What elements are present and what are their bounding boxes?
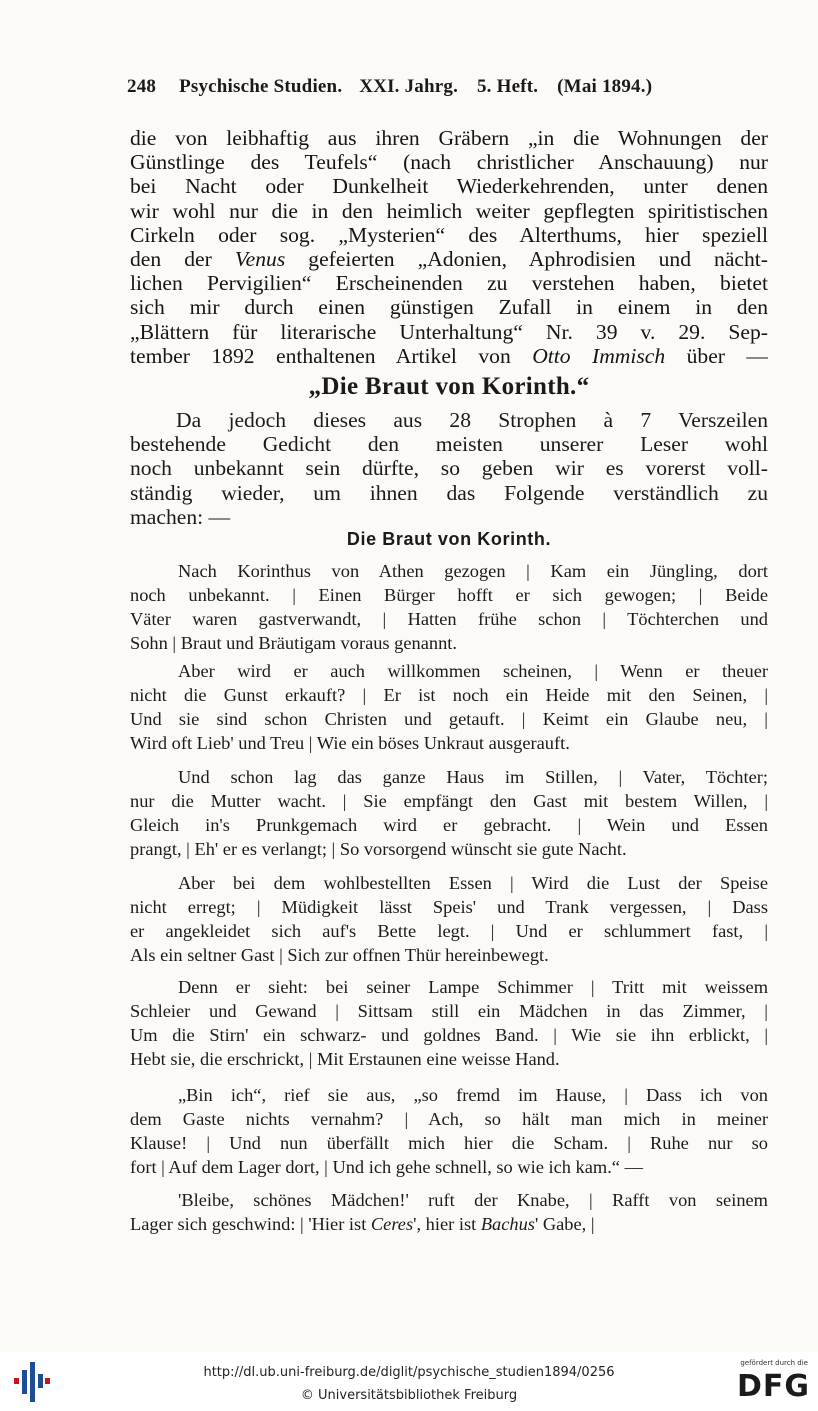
italic-name: Venus [234,246,286,271]
text-line: „Blättern für literarische Unterhaltung“ Nr. 39 v. 29. Sep- [130,319,768,344]
verse-line: „Bin ich“, rief sie aus, „so fremd im Hause, | Dass ich von [178,1085,768,1105]
verse-line: Schleier und Gewand | Sittsam still ein Mädchen in das Zimmer, | [130,1001,768,1021]
volume: XXI. Jahrg. [359,76,459,97]
text-line: die von leibhaftig aus ihren Gräbern „in die Wohnungen der [130,126,768,150]
journal-title: Psychische Studien. [179,76,343,97]
italic-name: Ceres [370,1214,414,1234]
poem-stanza [130,975,768,1071]
italic-name: Otto Immisch [532,343,666,368]
verse-line: er angekleidet sich auf's Bette legt. | Und er schlummert fast, | [130,921,768,941]
issue: 5. Heft. [476,76,539,97]
text-line: noch unbekannt sein dürfte, so geben wir es vorerst voll- [130,456,768,481]
dfg-logo: DFG [736,1369,810,1404]
text-line: den der Venus gefeierten „Adonien, Aphrodisien und nächt- [130,246,768,271]
verse-line: 'Bleibe, schönes Mädchen!' ruft der Knabe, | Rafft von seinem [178,1190,768,1210]
italic-name: Bachus [480,1214,535,1234]
poem-stanza [130,659,768,755]
document-url[interactable]: http://dl.ub.uni-freiburg.de/diglit/psychische_studien1894/0256 [203,1365,615,1380]
poem-stanza [130,1083,768,1179]
poem-stanza [130,1188,768,1236]
verse-line: prangt, | Eh' er es verlangt; | So vorsorgend wünscht sie gute Nacht. [130,839,627,859]
verse-line: Nach Korinthus von Athen gezogen | Kam ein Jüngling, dort [178,561,768,581]
page-number: 248 [127,76,157,97]
verse-line: Und schon lag das ganze Haus im Stillen, | Vater, Töchter; [178,767,768,787]
verse-line: Um die Stirn' ein schwarz- und goldnes Band. | Wie sie ihn erblickt, | [130,1025,768,1045]
text-line: machen: — [130,504,231,529]
text-line: wir wohl nur die in den heimlich weiter gepflegten spiritistischen [130,198,768,223]
verse-line: Hebt sie, die erschrickt, | Mit Erstaunen eine weisse Hand. [130,1049,560,1069]
running-head [127,76,767,98]
copyright-notice: © Universitätsbibliothek Freiburg [300,1388,518,1403]
text-line: Da jedoch dieses aus 28 Strophen à 7 Verszeilen [176,408,768,432]
verse-line: Und sie sind schon Christen und getauft. | Keimt ein Glaube neu, | [130,709,768,729]
verse-line: Väter waren gastverwandt, | Hatten frühe schon | Töchterchen und [130,609,768,629]
verse-line: Denn er sieht: bei seiner Lampe Schimmer | Tritt mit weissem [178,977,768,997]
intro-paragraph [130,408,768,529]
verse-line: nicht erregt; | Müdigkeit lässt Speis' und Trank vergessen, | Dass [130,897,768,917]
verse-line: Als ein seltner Gast | Sich zur offnen Thür hereinbewegt. [130,945,549,965]
verse-line: Aber bei dem wohlbestellten Essen | Wird die Lust der Speise [178,873,768,893]
text-line: lichen Pervigilien“ Erscheinenden zu verstehen haben, bietet [130,271,768,296]
text-line: sich mir durch einen günstigen Zufall in einem in den [130,295,768,320]
verse-line: nicht die Gunst erkauft? | Er ist noch ein Heide mit den Seinen, | [130,685,768,705]
poem-stanza [130,559,768,655]
text-line: Günstlinge des Teufels“ (nach christlicher Anschauung) nur [130,150,768,175]
verse-line: noch unbekannt. | Einen Bürger hofft er sich gewogen; | Beide [130,585,768,605]
poem-title: Die Braut von Korinth. [346,529,552,549]
verse-line: Gleich in's Prunkgemach wird er gebracht. | Wein und Essen [130,815,768,835]
article-heading: „Die Braut von Korinth.“ [308,373,590,400]
verse-line: Klause! | Und nun überfällt mich hier die Scham. | Ruhe nur so [130,1133,768,1153]
issue-date: (Mai 1894.) [557,76,653,97]
viewer-footer [0,1352,818,1411]
text-line: tember 1892 enthaltenen Artikel von Otto Immisch über — [130,343,768,368]
verse-line: Lager sich geschwind: | 'Hier ist Ceres', hier ist Bachus' Gabe, | [130,1214,595,1234]
poem-stanza [130,765,768,861]
verse-line: nur die Mutter wacht. | Sie empfängt den Gast mit bestem Willen, | [130,791,768,811]
text-line: ständig wieder, um ihnen das Folgende verständlich zu [130,480,768,505]
text-line: bei Nacht oder Dunkelheit Wiederkehrenden, unter denen [130,174,768,199]
text-line: bestehende Gedicht den meisten unserer Leser wohl [130,432,768,457]
poem-stanza [130,871,768,967]
text-line: Cirkeln oder sog. „Mysterien“ des Alterthums, hier speziell [130,222,768,247]
verse-line: dem Gaste nichts vernahm? | Ach, so hält man mich in meiner [130,1109,768,1129]
verse-line: Aber wird er auch willkommen scheinen, | Wenn er theuer [178,661,768,681]
opening-paragraph [130,126,768,368]
dfg-funding-note: gefördert durch die [740,1359,808,1367]
verse-line: Wird oft Lieb' und Treu | Wie ein böses Unkraut ausgerauft. [130,733,570,753]
verse-line: fort | Auf dem Lager dort, | Und ich gehe schnell, so wie ich kam.“ — [130,1157,643,1177]
verse-line: Sohn | Braut und Bräutigam voraus genannt. [130,633,457,653]
